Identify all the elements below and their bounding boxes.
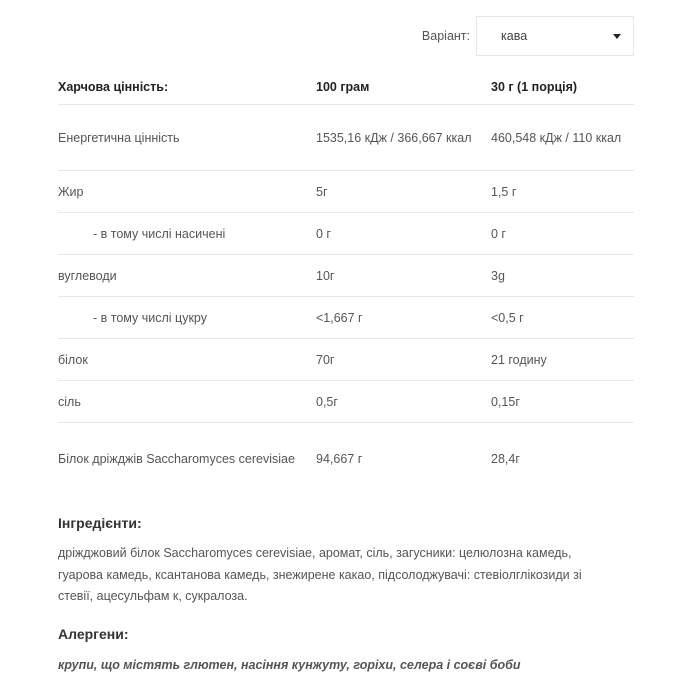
nutrient-name: - в тому числі цукру xyxy=(58,297,316,339)
ingredients-text: дріжджовий білок Saccharomyces cerevisiae, аромат, сіль, загусники: целюлозна камедь, гуарова камедь, ксантанова камедь, знежирене какао, підсолоджувачі: стевіолглікозиди зі стевії, ацесульфам к, сукралоза. xyxy=(58,546,582,603)
nutrient-per-serving: 0,15г xyxy=(491,381,634,423)
nutrient-per100: 0,5г xyxy=(316,381,491,423)
nutrient-per100: 0 г xyxy=(316,213,491,255)
nutrient-name: Жир xyxy=(58,171,316,213)
table-row xyxy=(58,297,634,339)
nutrient-per100: 94,667 г xyxy=(316,452,363,466)
table-row xyxy=(58,255,634,297)
table-row xyxy=(58,213,634,255)
nutrient-per100: <1,667 г xyxy=(316,297,491,339)
table-row xyxy=(58,381,634,423)
nutrient-name: Білок дріжджів Saccharomyces cerevisiae xyxy=(58,452,295,466)
nutrient-per-serving: 21 годину xyxy=(491,339,634,381)
nutrient-per-serving: 1,5 г xyxy=(491,171,634,213)
allergens-title: Алергени: xyxy=(58,626,129,642)
nutrient-per100: 5г xyxy=(316,171,491,213)
table-row xyxy=(58,105,634,171)
nutrition-table xyxy=(58,70,634,495)
variant-selector xyxy=(400,16,634,56)
allergens-text: крупи, що містять глютен, насіння кунжуту, горіхи, селера і соєві боби xyxy=(58,658,521,672)
nutrient-per100: 1535,16 кДж / 366,667 ккал xyxy=(316,105,491,171)
header-per-100g: 100 грам xyxy=(316,70,491,105)
caret-down-icon xyxy=(613,34,621,39)
nutrient-name: Енергетична цінність xyxy=(58,105,316,171)
nutrient-per-serving: 0 г xyxy=(491,213,634,255)
nutrient-per100: 10г xyxy=(316,255,491,297)
header-per-serving: 30 г (1 порція) xyxy=(491,70,634,105)
nutrient-name: - в тому числі насичені xyxy=(58,213,316,255)
table-row xyxy=(58,423,634,496)
nutrient-per100: 70г xyxy=(316,339,491,381)
nutrient-name: білок xyxy=(58,339,316,381)
table-header-row xyxy=(58,70,634,105)
nutrient-per-serving: 460,548 кДж / 110 ккал xyxy=(491,105,634,171)
header-nutrition-value: Харчова цінність: xyxy=(58,70,316,105)
nutrient-per-serving: 28,4г xyxy=(491,452,520,466)
variant-selected-value: кава xyxy=(501,29,528,43)
variant-label: Варіант: xyxy=(421,29,470,43)
variant-dropdown[interactable] xyxy=(476,16,634,56)
table-row xyxy=(58,171,634,213)
nutrient-name: вуглеводи xyxy=(58,255,316,297)
nutrient-name: сіль xyxy=(58,381,316,423)
nutrient-per-serving: 3g xyxy=(491,255,634,297)
nutrient-per-serving: <0,5 г xyxy=(491,297,634,339)
table-row xyxy=(58,339,634,381)
ingredients-title: Інгредієнти: xyxy=(58,515,142,531)
